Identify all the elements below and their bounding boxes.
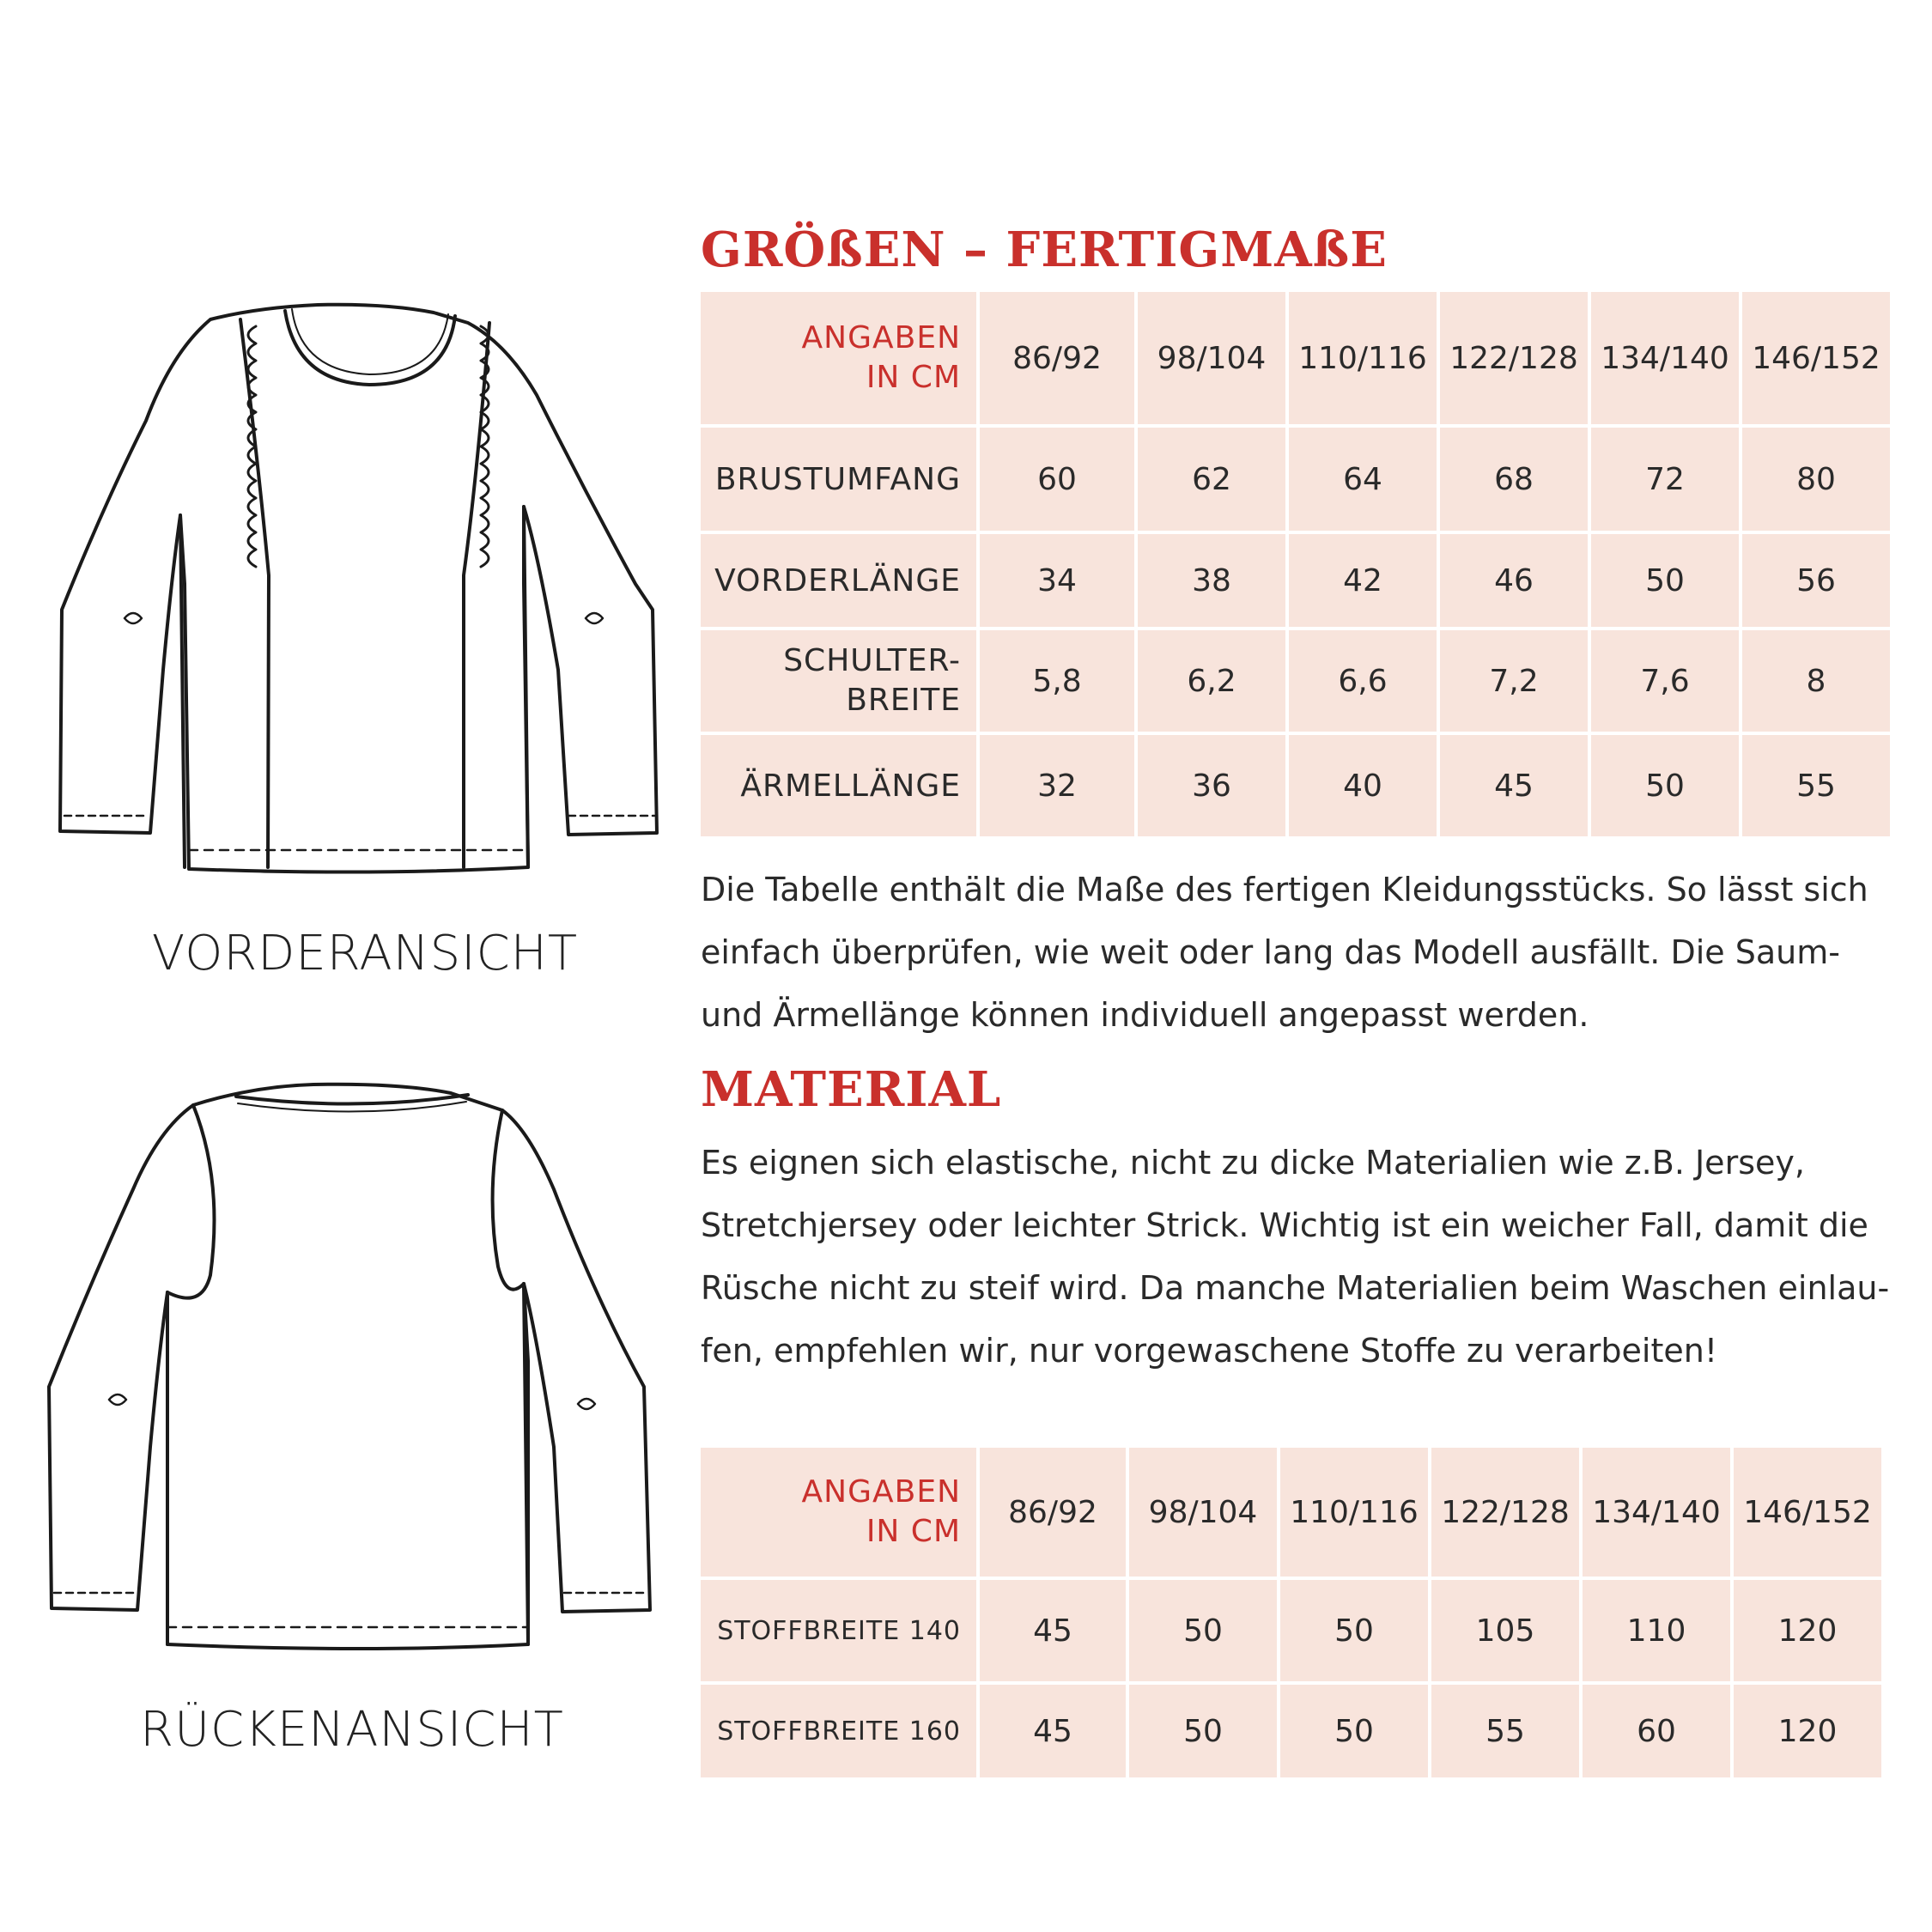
table-cell: 34 — [980, 534, 1134, 627]
size-header: 146/152 — [1734, 1448, 1881, 1577]
table-cell: 38 — [1138, 534, 1285, 627]
back-view-label: RÜCKENANSICHT — [140, 1702, 564, 1758]
size-header: 134/140 — [1583, 1448, 1730, 1577]
shirt-front-icon — [43, 301, 670, 884]
row-label: STOFFBREITE 140 — [701, 1580, 976, 1681]
table-cell: 36 — [1138, 735, 1285, 836]
row-label-line1: SCHULTER- — [783, 643, 961, 678]
table-cell: 40 — [1289, 735, 1437, 836]
table-cell: 5,8 — [980, 630, 1134, 732]
table-row — [701, 1580, 1881, 1681]
size-header: 86/92 — [980, 292, 1134, 424]
table-header-row — [701, 292, 1890, 424]
table-cell: 50 — [1280, 1580, 1428, 1681]
table-row — [701, 534, 1890, 627]
front-view-label: VORDERANSICHT — [151, 926, 579, 981]
units-label-line2: IN CM — [866, 1514, 961, 1549]
table-cell: 8 — [1742, 630, 1890, 732]
shirt-front-drawing — [43, 301, 670, 884]
table-cell: 32 — [980, 735, 1134, 836]
table-row — [701, 735, 1890, 836]
row-label: VORDERLÄNGE — [701, 534, 976, 627]
table-cell: 72 — [1591, 428, 1739, 531]
table-cell: 50 — [1280, 1685, 1428, 1777]
size-header: 134/140 — [1591, 292, 1739, 424]
sizes-description: Die Tabelle enthält die Maße des fertigen Kleidungsstücks. So lässt sich einfach überprüfen, wie weit oder lang das Modell ausfällt. Die Saum- und Ärmellänge können individuell angepasst werden. — [701, 871, 1868, 1034]
table-cell: 6,2 — [1138, 630, 1285, 732]
table-cell: 110 — [1583, 1580, 1730, 1681]
row-label-line2: BREITE — [846, 683, 961, 718]
table-cell: 50 — [1129, 1580, 1277, 1681]
table-cell: 45 — [1440, 735, 1588, 836]
row-label: STOFFBREITE 160 — [701, 1685, 976, 1777]
table-cell: 46 — [1440, 534, 1588, 627]
table-cell: 50 — [1129, 1685, 1277, 1777]
table-cell: 50 — [1591, 534, 1739, 627]
sizes-heading: GRÖßEN – FERTIGMAßE — [701, 222, 1388, 278]
units-label — [701, 1448, 976, 1577]
size-header: 110/116 — [1280, 1448, 1428, 1577]
table-cell: 6,6 — [1289, 630, 1437, 732]
units-label-line2: IN CM — [866, 360, 961, 395]
table-cell: 80 — [1742, 428, 1890, 531]
table-cell: 60 — [980, 428, 1134, 531]
row-label: ÄRMELLÄNGE — [701, 735, 976, 836]
table-cell: 68 — [1440, 428, 1588, 531]
units-label-line1: ANGABEN — [801, 320, 961, 355]
shirt-back-icon — [39, 1078, 665, 1662]
table-cell: 120 — [1734, 1580, 1881, 1681]
table-cell: 50 — [1591, 735, 1739, 836]
table-row — [701, 1685, 1881, 1777]
table-cell: 42 — [1289, 534, 1437, 627]
units-label — [701, 292, 976, 424]
row-label: BRUSTUMFANG — [701, 428, 976, 531]
table-header-row — [701, 1448, 1881, 1577]
table-cell: 120 — [1734, 1685, 1881, 1777]
table-cell: 45 — [980, 1685, 1126, 1777]
size-header: 86/92 — [980, 1448, 1126, 1577]
size-header: 98/104 — [1138, 292, 1285, 424]
row-label — [701, 630, 976, 732]
size-header: 122/128 — [1431, 1448, 1579, 1577]
material-heading: MATERIAL — [701, 1061, 1002, 1118]
size-header: 146/152 — [1742, 292, 1890, 424]
table-row — [701, 630, 1890, 732]
table-cell: 60 — [1583, 1685, 1730, 1777]
table-cell: 56 — [1742, 534, 1890, 627]
size-header: 98/104 — [1129, 1448, 1277, 1577]
table-cell: 64 — [1289, 428, 1437, 531]
size-header: 122/128 — [1440, 292, 1588, 424]
table-row — [701, 428, 1890, 531]
table-cell: 62 — [1138, 428, 1285, 531]
shirt-back-drawing — [39, 1078, 665, 1662]
table-cell: 45 — [980, 1580, 1126, 1681]
table-cell: 7,6 — [1591, 630, 1739, 732]
table-cell: 55 — [1742, 735, 1890, 836]
sizes-table — [697, 289, 1893, 840]
size-header: 110/116 — [1289, 292, 1437, 424]
material-text: Es eignen sich elastische, nicht zu dicke Materialien wie z.B. Jersey, Stretchjersey oder leichter Strick. Wichtig ist ein weicher Fall, damit die Rüsche nicht zu steif wird. Da manche Materialien beim Waschen einlau-fen, empfehlen wir, nur vorgewaschene Stoffe zu verarbeiten! — [701, 1144, 1890, 1370]
table-cell: 7,2 — [1440, 630, 1588, 732]
table-cell: 55 — [1431, 1685, 1579, 1777]
units-label-line1: ANGABEN — [801, 1474, 961, 1510]
fabric-table — [697, 1444, 1885, 1781]
table-cell: 105 — [1431, 1580, 1579, 1681]
